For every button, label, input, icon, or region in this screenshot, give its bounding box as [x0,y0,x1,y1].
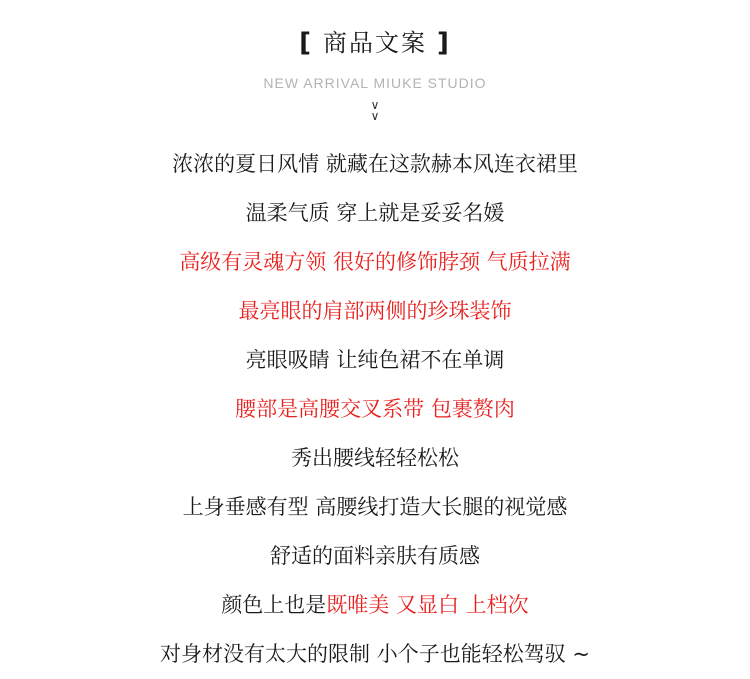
copy-line [0,630,750,679]
title-bracket-close: ] [437,28,451,58]
section-subtitle: NEW ARRIVAL MIUKE STUDIO [263,75,487,91]
copy-line [0,238,750,287]
section-header [0,26,750,122]
product-copy [0,140,750,679]
copy-text-segment: 浓浓的夏日风情 就藏在这款赫本风连衣裙里 [172,152,578,176]
copy-text-segment: 温柔气质 穿上就是妥妥名媛 [245,201,505,225]
copy-text-segment: 舒适的面料亲肤有质感 [270,544,480,568]
copy-text-segment: 既唯美 又显白 上档次 [326,593,529,617]
section-title [0,26,750,60]
title-bracket-open: [ [299,28,313,58]
copy-line [0,287,750,336]
copy-line [0,434,750,483]
copy-text-segment: 亮眼吸睛 让纯色裙不在单调 [245,348,505,372]
copy-text-segment: 上身垂感有型 高腰线打造大长腿的视觉感 [182,495,568,519]
copy-line [0,532,750,581]
copy-line [0,140,750,189]
copy-text-segment: 最亮眼的肩部两侧的珍珠装饰 [238,299,512,323]
copy-text-segment: 颜色上也是 [221,593,327,617]
copy-text-segment: 腰部是高腰交叉系带 包裹赘肉 [235,397,515,421]
chevron-down-icon-bottom: ∨ [370,109,380,123]
copy-text-segment: 秀出腰线轻轻松松 [291,446,459,470]
copy-text-segment: 对身材没有太大的限制 小个子也能轻松驾驭 ~ [160,642,590,666]
copy-line [0,483,750,532]
chevron-down-icon [0,100,750,122]
chevron-down-icon-top: ∨ [370,98,380,112]
copy-line [0,336,750,385]
copy-line [0,189,750,238]
copy-line [0,581,750,630]
copy-line [0,385,750,434]
title-text: 商品文案 [323,29,427,57]
copy-text-segment: 高级有灵魂方领 很好的修饰脖颈 气质拉满 [179,250,571,274]
